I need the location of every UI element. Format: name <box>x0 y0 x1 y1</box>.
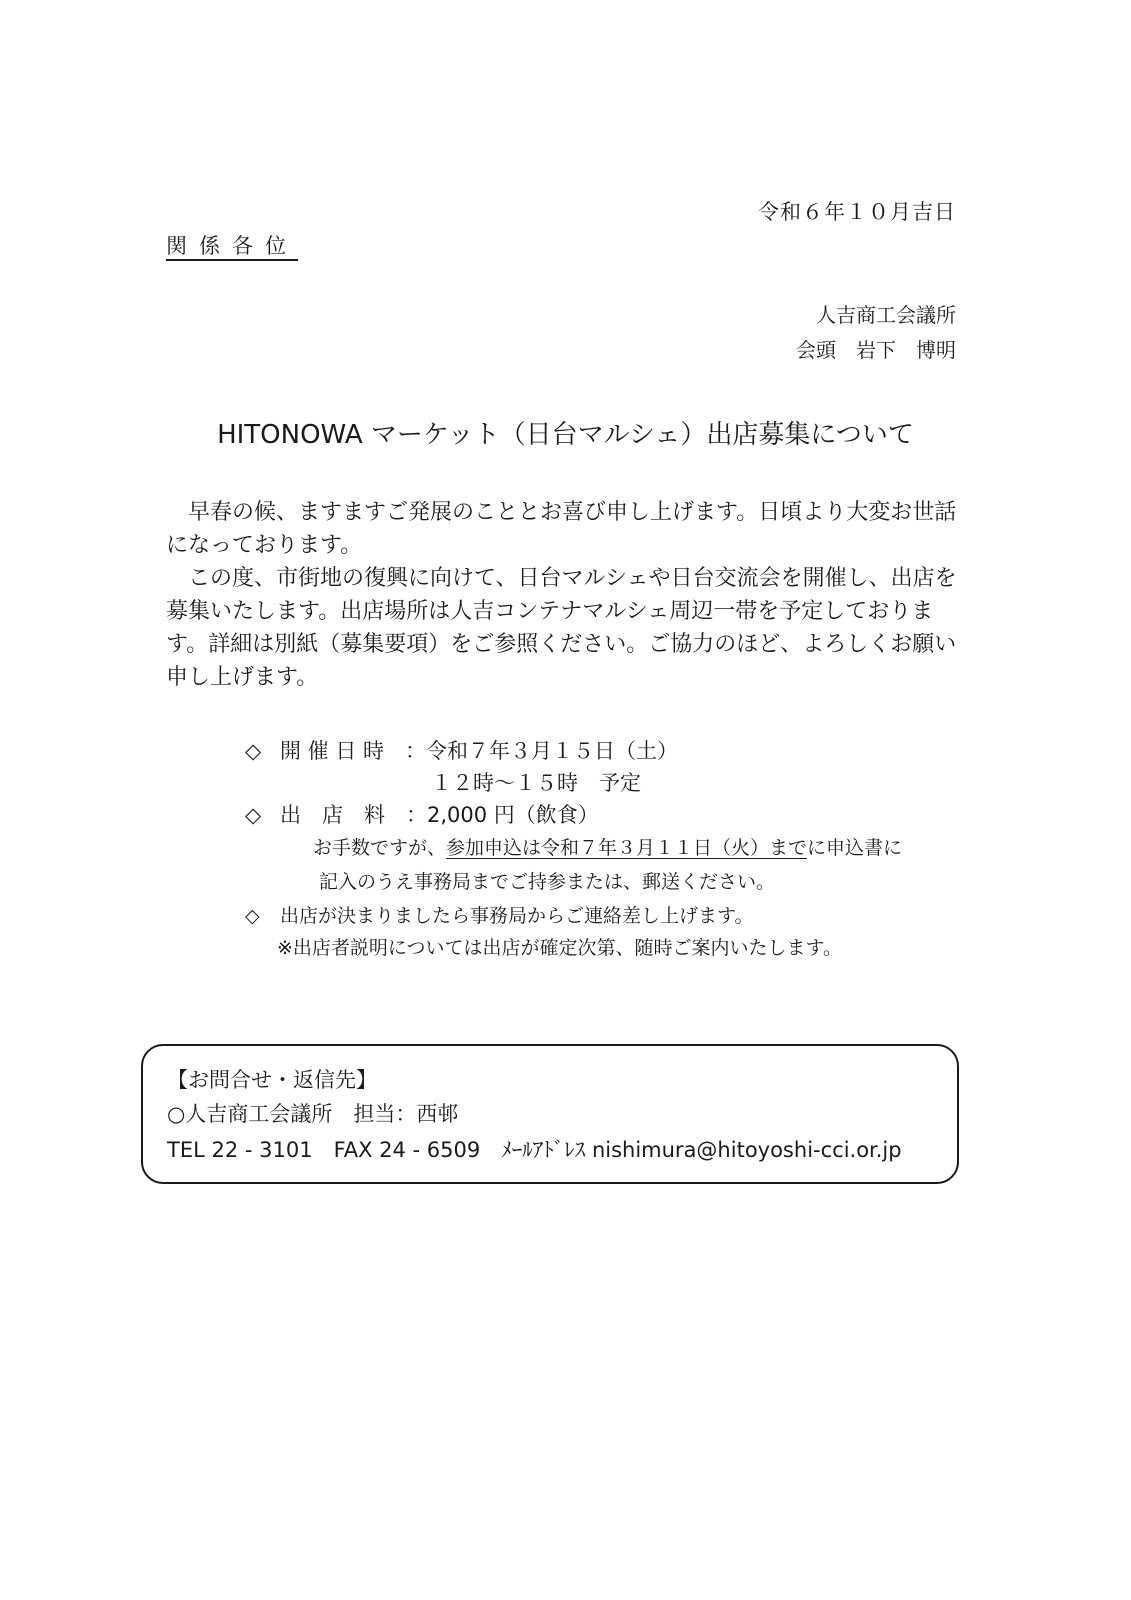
body-paragraph-2: この度、市街地の復興に向けて、日台マルシェや日台交流会を開催し、出店を募集いたします。出店場所は人吉コンテナマルシェ周辺一帯を予定しております。詳細は別紙（募集要項）をご参照ください。ご協力のほど、よろしくお願い申し上げます。 <box>166 566 957 690</box>
event-time-row <box>431 767 641 797</box>
contact-notice: 出店が決まりましたら事務局からご連絡差し上げます。 <box>280 905 754 927</box>
document-date: 令和６年１０月吉日 <box>758 200 956 224</box>
addressee: 関係各位 <box>166 234 298 258</box>
contact-email-label: ﾒｰﾙｱﾄﾞﾚｽ <box>501 1138 586 1162</box>
fee-value: ：2,000 円（飲食） <box>406 803 599 827</box>
diamond-bullet-icon: ◇ <box>245 803 262 827</box>
fee-note-prefix: お手数ですが、 <box>313 837 447 859</box>
fee-note-suffix: に申込書に <box>807 837 903 859</box>
contact-notice-row <box>245 901 753 928</box>
fee-note-row <box>313 833 902 860</box>
contact-tel: TEL 22 - 3101 <box>167 1138 313 1162</box>
fee-note-line-2: 記入のうえ事務局までご持参または、郵送ください。 <box>319 871 776 893</box>
diamond-bullet-icon: ◇ <box>245 739 262 763</box>
remark-row <box>277 933 842 960</box>
sender-organization: 人吉商工会議所 <box>816 303 956 327</box>
event-date-label: 開 催 日 時 <box>280 739 385 763</box>
event-date-value: ：令和７年３月１５日（土） <box>405 739 679 763</box>
body-text <box>166 496 966 694</box>
fee-row <box>245 799 599 829</box>
fee-label: 出 店 料 <box>280 803 385 827</box>
event-time-value: １２時～１５時 予定 <box>431 771 641 795</box>
application-deadline: 参加申込は令和７年３月１１日（火）まで <box>446 837 808 859</box>
contact-heading: 【お問合せ・返信先】 <box>167 1068 377 1092</box>
contact-box <box>141 1044 959 1184</box>
contact-numbers <box>167 1134 902 1164</box>
body-paragraph-1: 早春の候、ますますご発展のこととお喜び申し上げます。日頃より大変お世話になっております。 <box>166 500 957 558</box>
event-date-row <box>245 735 678 765</box>
fee-note-row-2 <box>319 867 775 894</box>
sender-representative: 会頭 岩下 博明 <box>796 338 956 362</box>
diamond-bullet-icon: ◇ <box>245 905 260 927</box>
contact-email[interactable]: nishimura@hitoyoshi-cci.or.jp <box>591 1138 902 1162</box>
sender-block <box>796 298 956 368</box>
contact-fax: FAX 24 - 6509 <box>333 1138 481 1162</box>
contact-office: ○人吉商工会議所 担当：西邨 <box>167 1102 459 1126</box>
remark: ※出店者説明については出店が確定次第、随時ご案内いたします。 <box>277 937 843 959</box>
document-title: HITONOWA マーケット（日台マルシェ）出店募集について <box>217 420 914 450</box>
